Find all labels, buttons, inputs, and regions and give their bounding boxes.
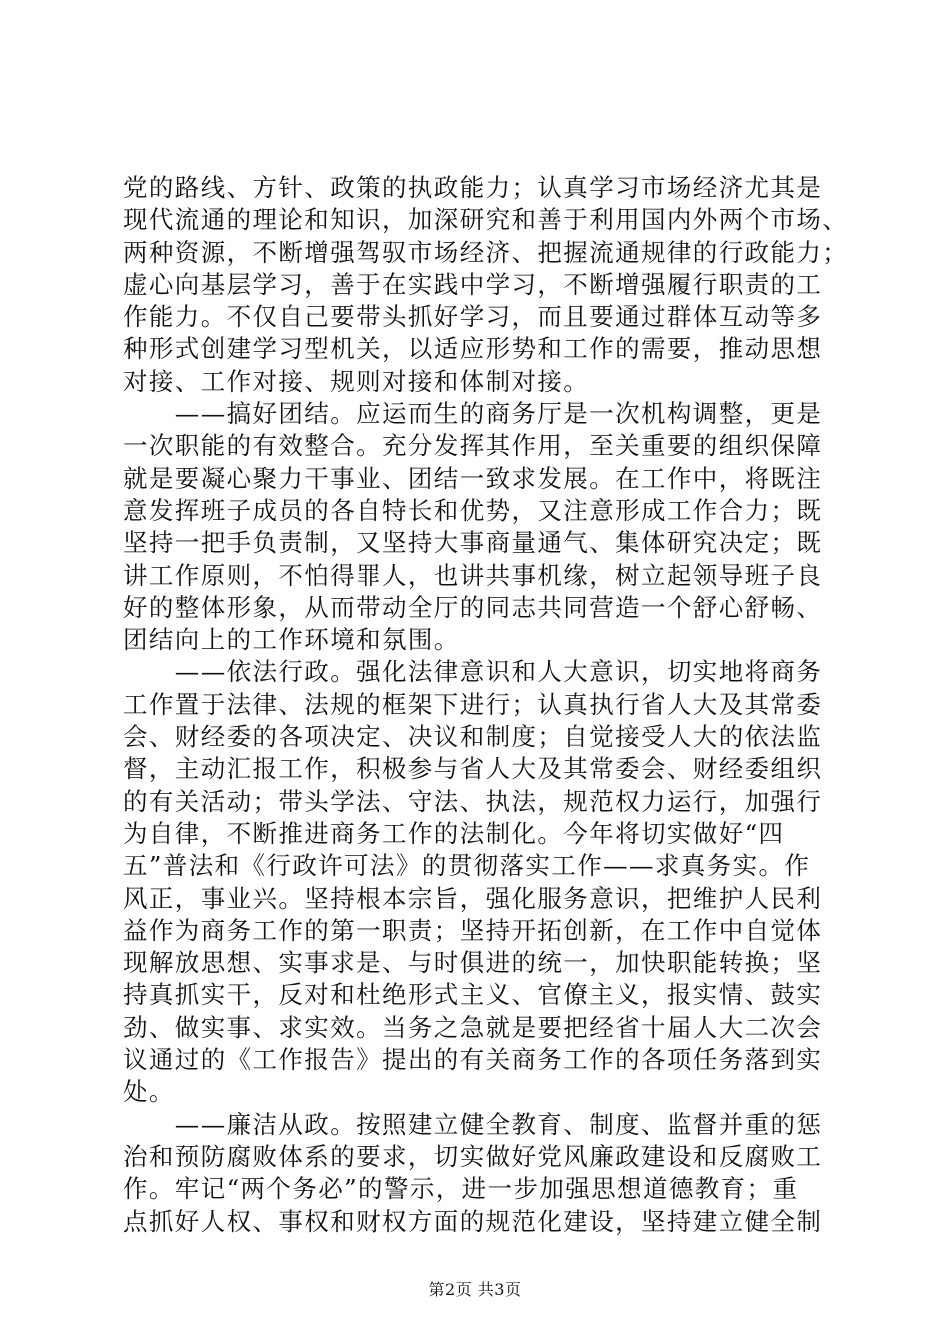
text-line: 工作置于法律、法规的框架下进行；认真执行省人大及其常委 [123, 689, 823, 719]
document-body [123, 172, 849, 1238]
text-line: 劲、做实事、求实效。当务之急就是要把经省十届人大二次会 [123, 1012, 823, 1042]
text-line: 一次职能的有效整合。充分发挥其作用，至关重要的组织保障 [123, 431, 823, 461]
text-line: 党的路线、方针、政策的执政能力；认真学习市场经济尤其是 [123, 173, 823, 202]
text-line: 益作为商务工作的第一职责；坚持开拓创新，在工作中自觉体 [123, 915, 823, 945]
text-line: 现解放思想、实事求是、与时俱进的统一，加快职能转换；坚 [123, 948, 823, 978]
text-line: ——廉洁从政。按照建立健全教育、制度、监督并重的惩 [123, 1109, 823, 1139]
text-line: 好的整体形象，从而带动全厅的同志共同营造一个舒心舒畅、 [123, 592, 823, 622]
text-line: 五”普法和《行政许可法》的贯彻落实工作——求真务实。作 [123, 851, 811, 881]
text-line: 作能力。不仅自己要带头抓好学习，而且要通过群体互动等多 [123, 302, 823, 332]
text-line: 对接、工作对接、规则对接和体制对接。 [123, 366, 590, 396]
text-line: 持真抓实干，反对和杜绝形式主义、官僚主义，报实情、鼓实 [123, 980, 823, 1010]
text-line: 处。 [123, 1077, 175, 1107]
text-line: 会、财经委的各项决定、决议和制度；自觉接受人大的依法监 [123, 722, 823, 752]
text-line: 风正，事业兴。坚持根本宗旨，强化服务意识，把维护人民利 [123, 883, 823, 913]
text-line: 治和预防腐败体系的要求，切实做好党风廉政建设和反腐败工 [123, 1141, 823, 1171]
text-line: 的有关活动；带头学法、守法、执法，规范权力运行，加强行 [123, 786, 823, 816]
page-footer [0, 1277, 950, 1300]
page-number-label: 第2页 共3页 [428, 1280, 522, 1299]
text-line: 督，主动汇报工作，积极参与省人大及其常委会、财经委组织 [123, 754, 823, 784]
text-line: 就是要凝心聚力干事业、团结一致求发展。在工作中，将既注 [123, 463, 823, 493]
text-line: 点抓好人权、事权和财权方面的规范化建设，坚持建立健全制 [123, 1206, 823, 1236]
text-line: 种形式创建学习型机关，以适应形势和工作的需要，推动思想 [123, 334, 823, 364]
text-line: 作。牢记“两个务必”的警示，进一步加强思想道德教育；重 [123, 1174, 799, 1204]
text-line: ——搞好团结。应运而生的商务厅是一次机构调整，更是 [123, 399, 823, 429]
text-line: 坚持一把手负责制，又坚持大事商量通气、集体研究决定；既 [123, 528, 823, 558]
text-line: 虚心向基层学习，善于在实践中学习，不断增强履行职责的工 [123, 269, 823, 299]
text-line: 为自律，不断推进商务工作的法制化。今年将切实做好“四 [123, 818, 785, 848]
text-line: 两种资源，不断增强驾驭市场经济、把握流通规律的行政能力； [123, 237, 849, 267]
text-line: ——依法行政。强化法律意识和人大意识，切实地将商务 [123, 657, 823, 687]
text-line: 现代流通的理论和知识，加深研究和善于利用国内外两个市场、 [123, 205, 849, 235]
text-line: 讲工作原则，不怕得罪人，也讲共事机缘，树立起领导班子良 [123, 560, 823, 590]
text-line: 议通过的《工作报告》提出的有关商务工作的各项任务落到实 [123, 1045, 823, 1075]
text-line: 意发挥班子成员的各自特长和优势，又注意形成工作合力；既 [123, 495, 823, 525]
text-line: 团结向上的工作环境和氛围。 [123, 625, 460, 655]
